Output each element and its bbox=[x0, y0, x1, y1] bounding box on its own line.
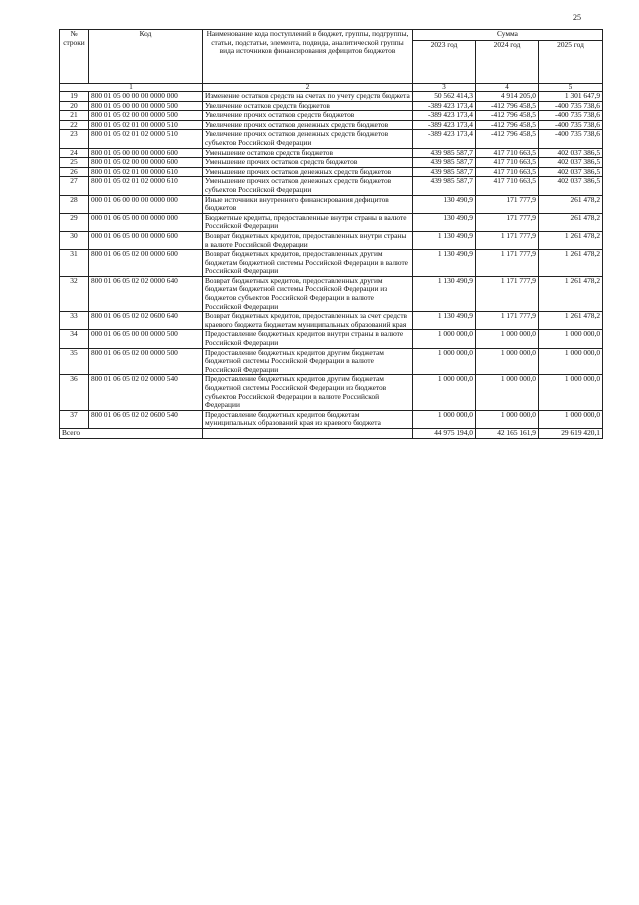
page-number: 25 bbox=[573, 13, 581, 22]
row-value-2023: -389 423 173,4 bbox=[413, 120, 476, 130]
table-row bbox=[60, 158, 603, 168]
row-value-2024: 1 000 000,0 bbox=[476, 375, 539, 410]
table-row bbox=[60, 111, 603, 121]
row-value-2023: 1 130 490,9 bbox=[413, 276, 476, 311]
row-name: Уменьшение прочих остатков средств бюджетов bbox=[203, 158, 413, 168]
row-code: 800 01 05 00 00 00 0000 600 bbox=[89, 148, 203, 158]
row-name: Предоставление бюджетных кредитов бюджетам муниципальных образований края из краевого бюджета bbox=[203, 410, 413, 428]
row-number: 36 bbox=[60, 375, 89, 410]
row-code: 800 01 06 05 02 02 0000 540 bbox=[89, 375, 203, 410]
row-number: 21 bbox=[60, 111, 89, 121]
row-code: 800 01 06 05 02 02 0000 640 bbox=[89, 276, 203, 311]
table-body bbox=[60, 92, 603, 429]
row-code: 800 01 05 02 01 02 0000 510 bbox=[89, 130, 203, 148]
row-value-2023: 439 985 587,7 bbox=[413, 177, 476, 195]
row-value-2023: 1 000 000,0 bbox=[413, 375, 476, 410]
table-row bbox=[60, 92, 603, 102]
row-value-2023: 1 130 490,9 bbox=[413, 312, 476, 330]
row-number: 30 bbox=[60, 231, 89, 249]
row-code: 800 01 05 02 01 02 0000 610 bbox=[89, 177, 203, 195]
row-number: 31 bbox=[60, 250, 89, 277]
row-value-2023: 1 000 000,0 bbox=[413, 348, 476, 375]
table-row bbox=[60, 276, 603, 311]
row-value-2024: 1 171 777,9 bbox=[476, 231, 539, 249]
row-value-2023: 1 000 000,0 bbox=[413, 330, 476, 348]
row-code: 800 01 06 05 02 00 0000 600 bbox=[89, 250, 203, 277]
column-index: 4 bbox=[476, 84, 539, 92]
total-label: Всего bbox=[60, 428, 203, 438]
column-index: 5 bbox=[539, 84, 603, 92]
header-row-number: № строки bbox=[60, 30, 89, 84]
row-value-2023: 1 000 000,0 bbox=[413, 410, 476, 428]
table-row bbox=[60, 167, 603, 177]
row-code: 800 01 05 00 00 00 0000 500 bbox=[89, 101, 203, 111]
row-name: Предоставление бюджетных кредитов другим бюджетам бюджетной системы Российской Федерации из бюджетов субъектов Российской Федерации в валюте Российской Федерации bbox=[203, 375, 413, 410]
total-blank bbox=[203, 428, 413, 438]
row-name: Возврат бюджетных кредитов, предоставленных за счет средств краевого бюджета бюджетам муниципальных образований края bbox=[203, 312, 413, 330]
row-value-2024: 417 710 663,5 bbox=[476, 158, 539, 168]
row-name: Увеличение остатков средств бюджетов bbox=[203, 101, 413, 111]
row-value-2024: 1 171 777,9 bbox=[476, 250, 539, 277]
row-name: Иные источники внутреннего финансирования дефицитов бюджетов bbox=[203, 195, 413, 213]
row-name: Возврат бюджетных кредитов, предоставленных другим бюджетам бюджетной системы Российской Федерации из бюджетов субъектов Российской Федерации в валюте Российской Федерации bbox=[203, 276, 413, 311]
row-value-2025: 402 037 386,5 bbox=[539, 148, 603, 158]
row-code: 800 01 05 02 01 00 0000 510 bbox=[89, 120, 203, 130]
row-number: 28 bbox=[60, 195, 89, 213]
table-row bbox=[60, 375, 603, 410]
row-value-2024: 4 914 205,0 bbox=[476, 92, 539, 102]
row-number: 33 bbox=[60, 312, 89, 330]
row-value-2023: 50 562 414,3 bbox=[413, 92, 476, 102]
row-number: 23 bbox=[60, 130, 89, 148]
row-value-2023: 439 985 587,7 bbox=[413, 158, 476, 168]
row-code: 800 01 05 00 00 00 0000 000 bbox=[89, 92, 203, 102]
row-code: 000 01 06 05 00 00 0000 000 bbox=[89, 213, 203, 231]
row-value-2024: 1 000 000,0 bbox=[476, 330, 539, 348]
row-value-2025: 1 261 478,2 bbox=[539, 231, 603, 249]
row-value-2023: 439 985 587,7 bbox=[413, 167, 476, 177]
row-value-2024: 1 000 000,0 bbox=[476, 348, 539, 375]
row-value-2024: 1 171 777,9 bbox=[476, 312, 539, 330]
table-row bbox=[60, 120, 603, 130]
row-value-2024: 1 000 000,0 bbox=[476, 410, 539, 428]
row-number: 25 bbox=[60, 158, 89, 168]
row-code: 800 01 05 02 00 00 0000 600 bbox=[89, 158, 203, 168]
row-name: Предоставление бюджетных кредитов внутри страны в валюте Российской Федерации bbox=[203, 330, 413, 348]
table-row bbox=[60, 348, 603, 375]
row-value-2025: 1 000 000,0 bbox=[539, 410, 603, 428]
row-value-2025: -400 735 738,6 bbox=[539, 130, 603, 148]
row-code: 000 01 06 05 00 00 0000 600 bbox=[89, 231, 203, 249]
row-number: 27 bbox=[60, 177, 89, 195]
row-number: 37 bbox=[60, 410, 89, 428]
column-index: 3 bbox=[413, 84, 476, 92]
column-index: 2 bbox=[203, 84, 413, 92]
table-row bbox=[60, 410, 603, 428]
header-year-2023: 2023 год bbox=[413, 41, 476, 84]
column-index: 1 bbox=[60, 84, 203, 92]
row-number: 32 bbox=[60, 276, 89, 311]
row-code: 800 01 05 02 00 00 0000 500 bbox=[89, 111, 203, 121]
row-value-2025: 1 261 478,2 bbox=[539, 276, 603, 311]
table-row bbox=[60, 250, 603, 277]
table-row bbox=[60, 101, 603, 111]
table-row bbox=[60, 130, 603, 148]
row-name: Предоставление бюджетных кредитов другим бюджетам бюджетной системы Российской Федерации в валюте Российской Федерации bbox=[203, 348, 413, 375]
table-row bbox=[60, 177, 603, 195]
header-year-2024: 2024 год bbox=[476, 41, 539, 84]
row-number: 26 bbox=[60, 167, 89, 177]
row-value-2024: 417 710 663,5 bbox=[476, 177, 539, 195]
row-value-2023: 130 490,9 bbox=[413, 213, 476, 231]
row-value-2024: 417 710 663,5 bbox=[476, 167, 539, 177]
column-index-row bbox=[60, 84, 603, 92]
row-code: 000 01 06 00 00 00 0000 000 bbox=[89, 195, 203, 213]
financing-sources-table bbox=[59, 29, 603, 439]
header-code: Код bbox=[89, 30, 203, 84]
header-sum: Сумма bbox=[413, 30, 603, 41]
row-name: Увеличение прочих остатков денежных средств бюджетов субъектов Российской Федерации bbox=[203, 130, 413, 148]
row-value-2024: -412 796 458,5 bbox=[476, 120, 539, 130]
table-row bbox=[60, 195, 603, 213]
row-value-2024: 1 171 777,9 bbox=[476, 276, 539, 311]
row-name: Уменьшение прочих остатков денежных средств бюджетов субъектов Российской Федерации bbox=[203, 177, 413, 195]
row-value-2025: 402 037 386,5 bbox=[539, 158, 603, 168]
row-value-2025: 402 037 386,5 bbox=[539, 167, 603, 177]
row-code: 000 01 06 05 00 00 0000 500 bbox=[89, 330, 203, 348]
row-number: 34 bbox=[60, 330, 89, 348]
row-value-2025: 1 301 647,9 bbox=[539, 92, 603, 102]
table-row bbox=[60, 231, 603, 249]
row-value-2025: -400 735 738,6 bbox=[539, 120, 603, 130]
row-value-2023: -389 423 173,4 bbox=[413, 130, 476, 148]
row-number: 29 bbox=[60, 213, 89, 231]
table-row bbox=[60, 148, 603, 158]
row-name: Уменьшение прочих остатков денежных средств бюджетов bbox=[203, 167, 413, 177]
row-value-2024: 417 710 663,5 bbox=[476, 148, 539, 158]
total-row bbox=[60, 428, 603, 438]
row-name: Возврат бюджетных кредитов, предоставленных внутри страны в валюте Российской Федерации bbox=[203, 231, 413, 249]
row-value-2025: -400 735 738,6 bbox=[539, 111, 603, 121]
row-number: 24 bbox=[60, 148, 89, 158]
row-value-2025: 1 000 000,0 bbox=[539, 375, 603, 410]
row-number: 19 bbox=[60, 92, 89, 102]
header-year-2025: 2025 год bbox=[539, 41, 603, 84]
total-2025: 29 619 420,1 bbox=[539, 428, 603, 438]
row-name: Увеличение прочих остатков средств бюджетов bbox=[203, 111, 413, 121]
total-2024: 42 165 161,9 bbox=[476, 428, 539, 438]
row-name: Бюджетные кредиты, предоставленные внутри страны в валюте Российской Федерации bbox=[203, 213, 413, 231]
table-row bbox=[60, 213, 603, 231]
row-value-2025: -400 735 738,6 bbox=[539, 101, 603, 111]
row-value-2024: -412 796 458,5 bbox=[476, 111, 539, 121]
row-code: 800 01 06 05 02 02 0600 640 bbox=[89, 312, 203, 330]
row-value-2023: 130 490,9 bbox=[413, 195, 476, 213]
row-value-2025: 1 261 478,2 bbox=[539, 250, 603, 277]
row-value-2024: 171 777,9 bbox=[476, 195, 539, 213]
header-row-top bbox=[60, 30, 603, 41]
row-value-2025: 261 478,2 bbox=[539, 195, 603, 213]
row-value-2024: -412 796 458,5 bbox=[476, 130, 539, 148]
row-value-2023: 1 130 490,9 bbox=[413, 231, 476, 249]
row-number: 20 bbox=[60, 101, 89, 111]
row-code: 800 01 06 05 02 02 0600 540 bbox=[89, 410, 203, 428]
row-name: Возврат бюджетных кредитов, предоставленных другим бюджетам бюджетной системы Российской Федерации в валюте Российской Федерации bbox=[203, 250, 413, 277]
row-value-2025: 402 037 386,5 bbox=[539, 177, 603, 195]
row-name: Увеличение прочих остатков денежных средств бюджетов bbox=[203, 120, 413, 130]
row-value-2025: 1 000 000,0 bbox=[539, 330, 603, 348]
row-value-2024: 171 777,9 bbox=[476, 213, 539, 231]
row-value-2025: 261 478,2 bbox=[539, 213, 603, 231]
table-row bbox=[60, 330, 603, 348]
row-value-2023: 439 985 587,7 bbox=[413, 148, 476, 158]
header-name: Наименование кода поступлений в бюджет, группы, подгруппы, статьи, подстатьи, элемента, подвида, аналитической группы вида источников финансирования дефицитов бюджетов bbox=[203, 30, 413, 84]
row-value-2024: -412 796 458,5 bbox=[476, 101, 539, 111]
row-value-2023: 1 130 490,9 bbox=[413, 250, 476, 277]
row-code: 800 01 05 02 01 00 0000 610 bbox=[89, 167, 203, 177]
table-row bbox=[60, 312, 603, 330]
row-name: Уменьшение остатков средств бюджетов bbox=[203, 148, 413, 158]
row-value-2023: -389 423 173,4 bbox=[413, 101, 476, 111]
row-value-2025: 1 000 000,0 bbox=[539, 348, 603, 375]
row-number: 35 bbox=[60, 348, 89, 375]
row-name: Изменение остатков средств на счетах по учету средств бюджета bbox=[203, 92, 413, 102]
total-2023: 44 975 194,0 bbox=[413, 428, 476, 438]
row-number: 22 bbox=[60, 120, 89, 130]
row-value-2025: 1 261 478,2 bbox=[539, 312, 603, 330]
row-code: 800 01 06 05 02 00 0000 500 bbox=[89, 348, 203, 375]
row-value-2023: -389 423 173,4 bbox=[413, 111, 476, 121]
